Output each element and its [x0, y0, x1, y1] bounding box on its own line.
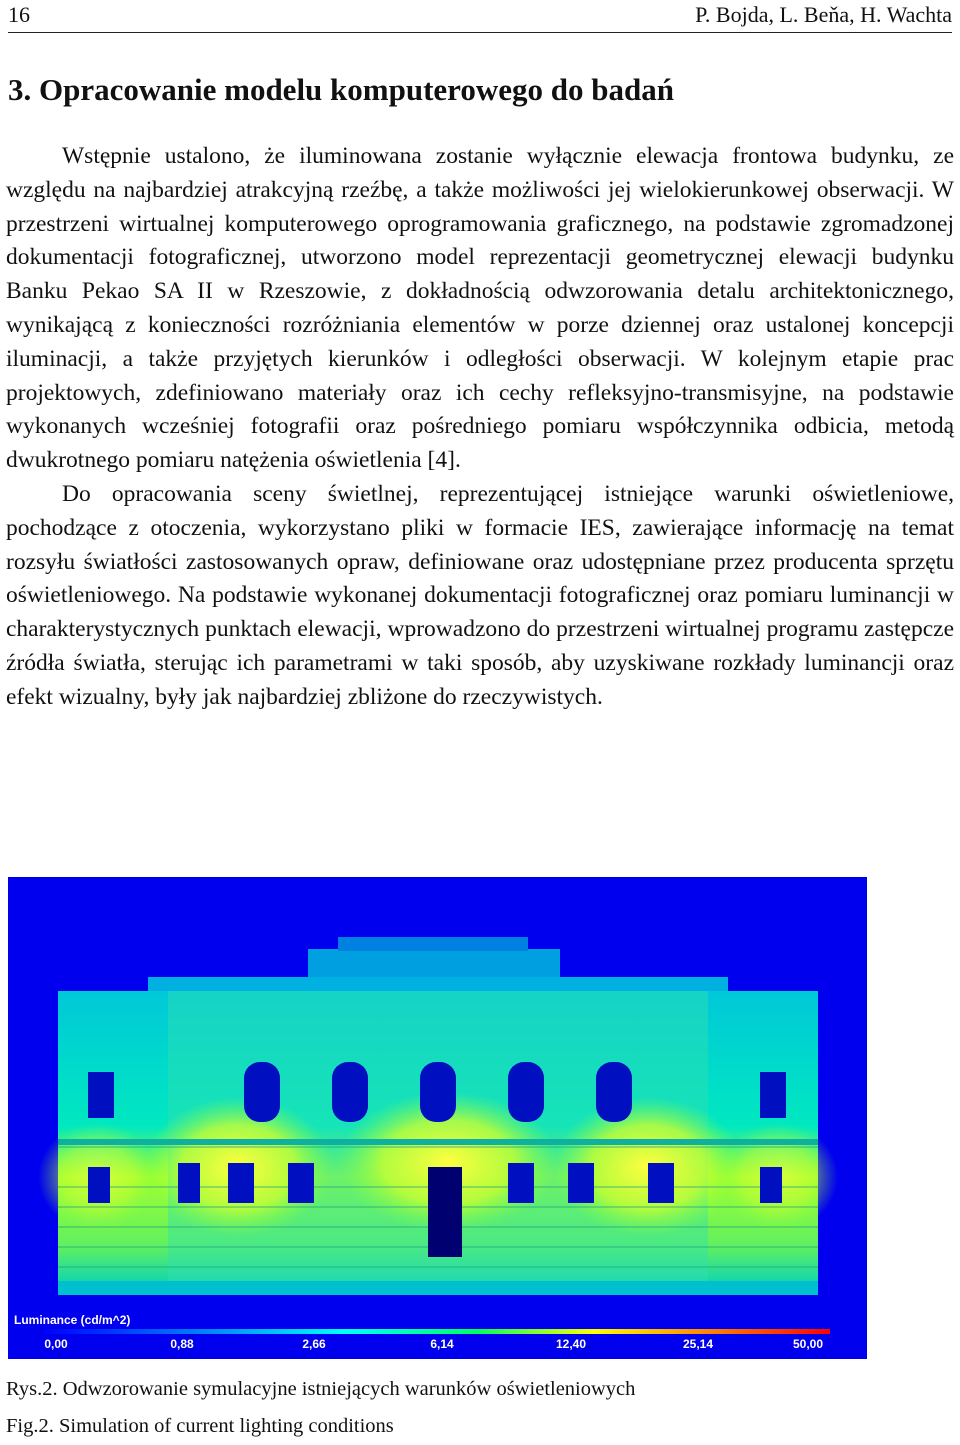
roof-attic	[308, 949, 560, 979]
roof-crown	[338, 937, 528, 951]
legend-tick-2: 2,66	[302, 1337, 326, 1351]
legend-tick-4: 12,40	[555, 1337, 587, 1351]
legend-colorbar	[44, 1329, 830, 1334]
luminance-render	[8, 877, 867, 1359]
caption-english: Fig.2. Simulation of current lighting conditions	[6, 1415, 394, 1437]
legend-tick-3: 6,14	[430, 1337, 454, 1351]
body-text	[6, 140, 954, 715]
section-title: 3. Opracowanie modelu komputerowego do badań	[8, 72, 674, 107]
string-course	[58, 1139, 818, 1145]
legend-title: Luminance (cd/m^2)	[14, 1313, 131, 1327]
legend-tick-5: 25,14	[682, 1337, 714, 1351]
legend-tick-0: 0,00	[44, 1337, 68, 1351]
caption-polish: Rys.2. Odwzorowanie symulacyjne istniejących warunków oświetleniowych	[6, 1378, 636, 1400]
legend-tick-1: 0,88	[170, 1337, 194, 1351]
legend-tick-6: 50,00	[792, 1337, 824, 1351]
luminance-figure	[8, 877, 867, 1359]
plinth	[58, 1281, 818, 1295]
running-authors: P. Bojda, L. Beňa, H. Wachta	[695, 2, 952, 27]
legend-ticks	[44, 1337, 823, 1351]
entrance-door	[428, 1167, 462, 1257]
page-number: 16	[8, 2, 30, 27]
running-header	[8, 0, 952, 33]
paragraph-1: Wstępnie ustalono, że iluminowana zostanie wyłącznie elewacja frontowa budynku, ze względu na najbardziej atrakcyjną rzeźbę, a także możliwości jej wielokierunkowej obserwacji. W przestrzeni wirtualnej komputerowego oprogramowania graficznego, na podstawie zgromadzonej dokumentacji fotograficznej, utworzono model reprezentacji geometrycznej elewacji budynku Banku Pekao SA II w Rzeszowie, z dokładnością odwzorowania detalu architektonicznego, wynikającą z konieczności rozróżniania elementów w porze dziennej oraz ustalonej koncepcji iluminacji, a także przyjętych kierunków i odległości obserwacji. W kolejnym etapie prac projektowych, zdefiniowano materiały oraz ich cechy refleksyjno-transmisyjne, na podstawie wykonanych wcześniej fotografii oraz pośredniego pomiaru współczynnika odbicia, metodą dwukrotnego pomiaru natężenia oświetlenia [4].	[6, 143, 954, 474]
paragraph-2: Do opracowania sceny świetlnej, reprezentującej istniejące warunki oświetleniowe, pochodzące z otoczenia, wykorzystano pliki w formacie IES, zawierające informację na temat rozsyłu światłości zastosowanych opraw, definiowane oraz udostępniane przez producenta sprzętu oświetleniowego. Na podstawie wykonanej dokumentacji fotograficznej oraz pomiaru luminancji w charakterystycznych punktach elewacji, wprowadzono do przestrzeni wirtualnej programu zastępcze źródła światła, sterując ich parametrami w taki sposób, aby uzyskiwane rozkłady luminancji oraz efekt wizualny, były jak najbardziej zbliżone do rzeczywistych.	[6, 480, 954, 710]
cornice	[148, 977, 728, 991]
